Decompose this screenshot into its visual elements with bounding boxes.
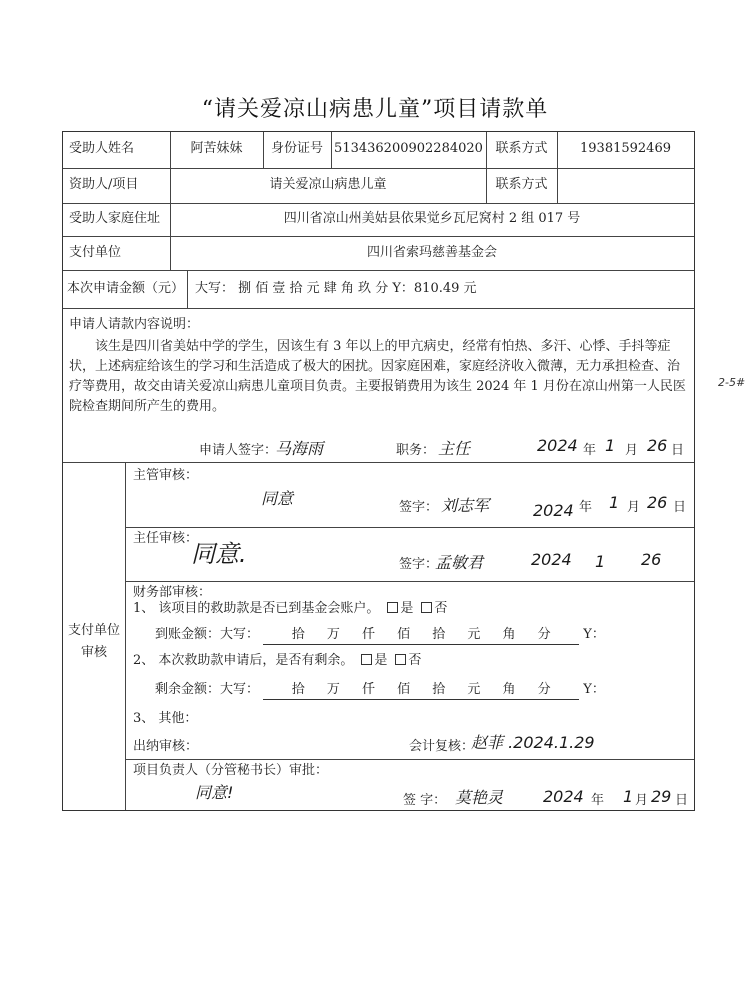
beneficiary-name: 阿苦妹妹	[190, 141, 243, 156]
received-label: 到账金额：大写：	[155, 627, 260, 642]
supervisor-opinion: 同意	[261, 489, 294, 508]
supervisor-day: 26	[647, 493, 668, 512]
finance-question-2	[133, 652, 421, 670]
no-label: 否	[408, 653, 422, 668]
project-lead-label: 项目负责人（分管秘书长）审批：	[133, 763, 329, 778]
margin-note: 2-5#	[718, 376, 746, 389]
page-title: “请关爱凉山病患儿童”项目请款单	[201, 97, 549, 122]
approval-label: 支付单位审核	[67, 623, 120, 660]
project-lead-day: 29	[651, 787, 672, 806]
year-label: 年	[583, 443, 597, 458]
director-opinion: 同意.	[191, 540, 247, 568]
position-value: 主任	[438, 439, 471, 458]
day-label: 日	[673, 500, 687, 515]
contact-label: 联系方式	[495, 141, 548, 156]
remaining-units: 拾 万 仟 佰 拾 元 角 分	[263, 681, 579, 700]
director-label: 主任审核：	[133, 531, 199, 546]
address-label: 受助人家庭住址	[69, 211, 161, 226]
supervisor-sign-label: 签字：	[399, 500, 439, 515]
no-checkbox-1[interactable]	[421, 602, 432, 613]
yes-checkbox-1[interactable]	[387, 602, 398, 613]
position-label: 职务：	[396, 443, 436, 458]
month-label: 月	[635, 793, 649, 808]
project-lead-year: 2024	[543, 787, 584, 806]
supervisor-label: 主管审核：	[133, 468, 199, 483]
yes-label: 是	[374, 653, 388, 668]
sponsor-label: 资助人/项目	[69, 177, 139, 192]
beneficiary-name-label: 受助人姓名	[69, 141, 135, 156]
contact-number: 19381592469	[580, 141, 671, 156]
cashier-label: 出纳审核：	[133, 739, 199, 754]
yes-label: 是	[400, 601, 414, 616]
month-label: 月	[627, 500, 641, 515]
day-label: 日	[675, 793, 689, 808]
address-value: 四川省凉山州美姑县依果觉乡瓦尼窝村 2 组 017 号	[283, 211, 581, 226]
payer-value: 四川省索玛慈善基金会	[366, 245, 497, 260]
finance-question-3: 3、 其他：	[133, 711, 198, 726]
director-year: 2024	[531, 550, 572, 569]
month-label: 月	[625, 443, 639, 458]
accountant-signature: 赵菲 .2024.1.29	[471, 733, 595, 752]
no-label: 否	[434, 601, 448, 616]
project-lead-month: 1	[623, 787, 634, 806]
yes-checkbox-2[interactable]	[361, 654, 372, 665]
project-lead-opinion: 同意!	[195, 783, 234, 802]
sponsor-value: 请关爱凉山病患儿童	[269, 177, 387, 192]
director-sign-label: 签字：	[399, 557, 439, 572]
request-form	[62, 131, 695, 811]
supervisor-year: 2024	[533, 501, 574, 520]
supervisor-signature: 刘志军	[441, 496, 490, 515]
application-month: 1	[605, 436, 616, 455]
project-lead-sign-label: 签 字：	[403, 793, 447, 808]
year-label: 年	[591, 793, 605, 808]
amount-value: 大写： 捌 佰 壹 拾 元 肆 角 玖 分 Y：810.49 元	[195, 281, 477, 296]
year-label: 年	[579, 500, 593, 515]
no-checkbox-2[interactable]	[395, 654, 406, 665]
application-day: 26	[647, 436, 668, 455]
finance-label: 财务部审核：	[133, 585, 212, 600]
director-day: 26	[641, 550, 662, 569]
applicant-sign-label: 申请人签字：	[199, 443, 278, 458]
remaining-label: 剩余金额：大写：	[155, 682, 260, 697]
accountant-label: 会计复核：	[409, 739, 475, 754]
id-number: 513436200902284020	[334, 141, 483, 156]
amount-label: 本次申请金额（元）	[67, 281, 185, 296]
application-year: 2024	[537, 436, 578, 455]
finance-question-1	[133, 600, 447, 618]
yuan-symbol: Y：	[583, 627, 605, 642]
sponsor-contact-label: 联系方式	[495, 177, 548, 192]
question-2-text: 2、 本次救助款申请后，是否有剩余。	[133, 653, 354, 668]
director-signature: 孟敏君	[435, 553, 484, 572]
day-label: 日	[671, 443, 685, 458]
application-body: 该生是四川省美姑中学的学生，因该生有 3 年以上的甲亢病史，经常有怕热、多汗、心悸、手抖等症状，上述病症给该生的学习和生活造成了极大的困扰。因家庭困难，家庭经济收入微薄，无力承担检查、治疗等费用，故交由请关爱凉山病患儿童项目负责。主要报销费用为该生 2024 年 1 月份在凉山州第一人民医院检查期间所产生的费用。	[69, 339, 686, 414]
application-heading: 申请人请款内容说明：	[69, 317, 200, 332]
received-amount-row	[155, 626, 605, 645]
supervisor-month: 1	[609, 493, 620, 512]
remaining-amount-row	[155, 681, 605, 700]
applicant-signature: 马海雨	[275, 439, 324, 458]
question-1-text: 1、 该项目的救助款是否已到基金会账户。	[133, 601, 380, 616]
received-units: 拾 万 仟 佰 拾 元 角 分	[263, 626, 579, 645]
project-lead-signature: 莫艳灵	[455, 788, 504, 807]
id-label: 身份证号	[270, 141, 323, 156]
director-month: 1	[595, 552, 606, 571]
yuan-symbol: Y：	[583, 682, 605, 697]
payer-label: 支付单位	[69, 245, 122, 260]
